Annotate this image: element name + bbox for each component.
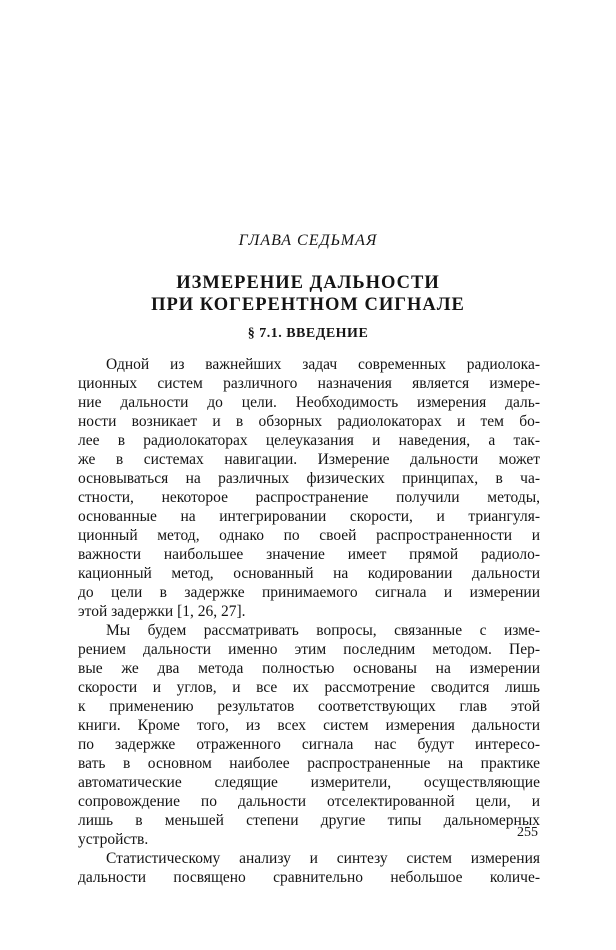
paragraph-line: к применению результатов соответствующих глав этой [78, 698, 540, 715]
chapter-title [0, 272, 616, 316]
paragraph-line: лишь в меньшей степени другие типы дальномерных [78, 812, 540, 829]
paragraph-line: лее в радиолокаторах целеуказания и наведения, а так- [78, 432, 540, 449]
chapter-label: ГЛАВА СЕДЬМАЯ [238, 232, 378, 249]
page-number: 255 [517, 825, 538, 840]
paragraph-line: ности возникает и в обзорных радиолокаторах и тем бо- [78, 413, 540, 430]
paragraph-line: ционных систем различного назначения является измере- [78, 375, 540, 392]
paragraph-line: сопровождение по дальности отселектированной цели, и [78, 793, 540, 810]
paragraph-line: основанные на интегрировании скорости, и триангуля- [78, 508, 540, 525]
paragraph-line: автоматические следящие измерители, осуществляющие [78, 774, 540, 791]
paragraph-line: ние дальности до цели. Необходимость измерения даль- [78, 394, 540, 411]
paragraph-line: скорости и углов, и все их рассмотрение сводится лишь [78, 679, 540, 696]
chapter-title-line: ИЗМЕРЕНИЕ ДАЛЬНОСТИ [176, 273, 440, 293]
paragraph [78, 621, 540, 849]
paragraph-line: кационный метод, основанный на кодировании дальности [78, 565, 540, 582]
paragraph-line: важности наибольшее значение имеет прямой радиоло- [78, 546, 540, 563]
paragraph-line: же в системах навигации. Измерение дальности может [78, 451, 540, 468]
paragraph [78, 849, 540, 887]
section-heading: § 7.1. ВВЕДЕНИЕ [247, 326, 369, 341]
paragraph-line: дальности посвящено сравнительно небольшое количе- [78, 869, 540, 886]
paragraph-line: устройств. [78, 831, 149, 848]
paragraph-line: вые же два метода полностью основаны на измерении [78, 660, 540, 677]
paragraph-line: книги. Кроме того, из всех систем измерения дальности [78, 717, 540, 734]
body-text [78, 355, 540, 887]
paragraph-line: основываться на различных физических принципах, в ча- [78, 470, 540, 487]
paragraph-line: Одной из важнейших задач современных радиолока- [106, 356, 540, 373]
paragraph-line: рением дальности именно этим последним методом. Пер- [78, 641, 540, 658]
paragraph-line: стности, некоторое распространение получили методы, [78, 489, 540, 506]
paragraph-line: этой задержки [1, 26, 27]. [78, 603, 246, 620]
paragraph-line: по задержке отраженного сигнала нас будут интересо- [78, 736, 540, 753]
paragraph-line: Мы будем рассматривать вопросы, связанные с изме- [106, 622, 540, 639]
chapter-title-line: ПРИ КОГЕРЕНТНОМ СИГНАЛЕ [151, 295, 465, 315]
paragraph [78, 355, 540, 621]
paragraph-line: до цели в задержке принимаемого сигнала и измерении [78, 584, 540, 601]
paragraph-line: Статистическому анализу и синтезу систем измерения [106, 850, 540, 867]
paragraph-line: вать в основном наиболее распространенные на практике [78, 755, 540, 772]
paragraph-line: ционный метод, однако по своей распространенности и [78, 527, 540, 544]
